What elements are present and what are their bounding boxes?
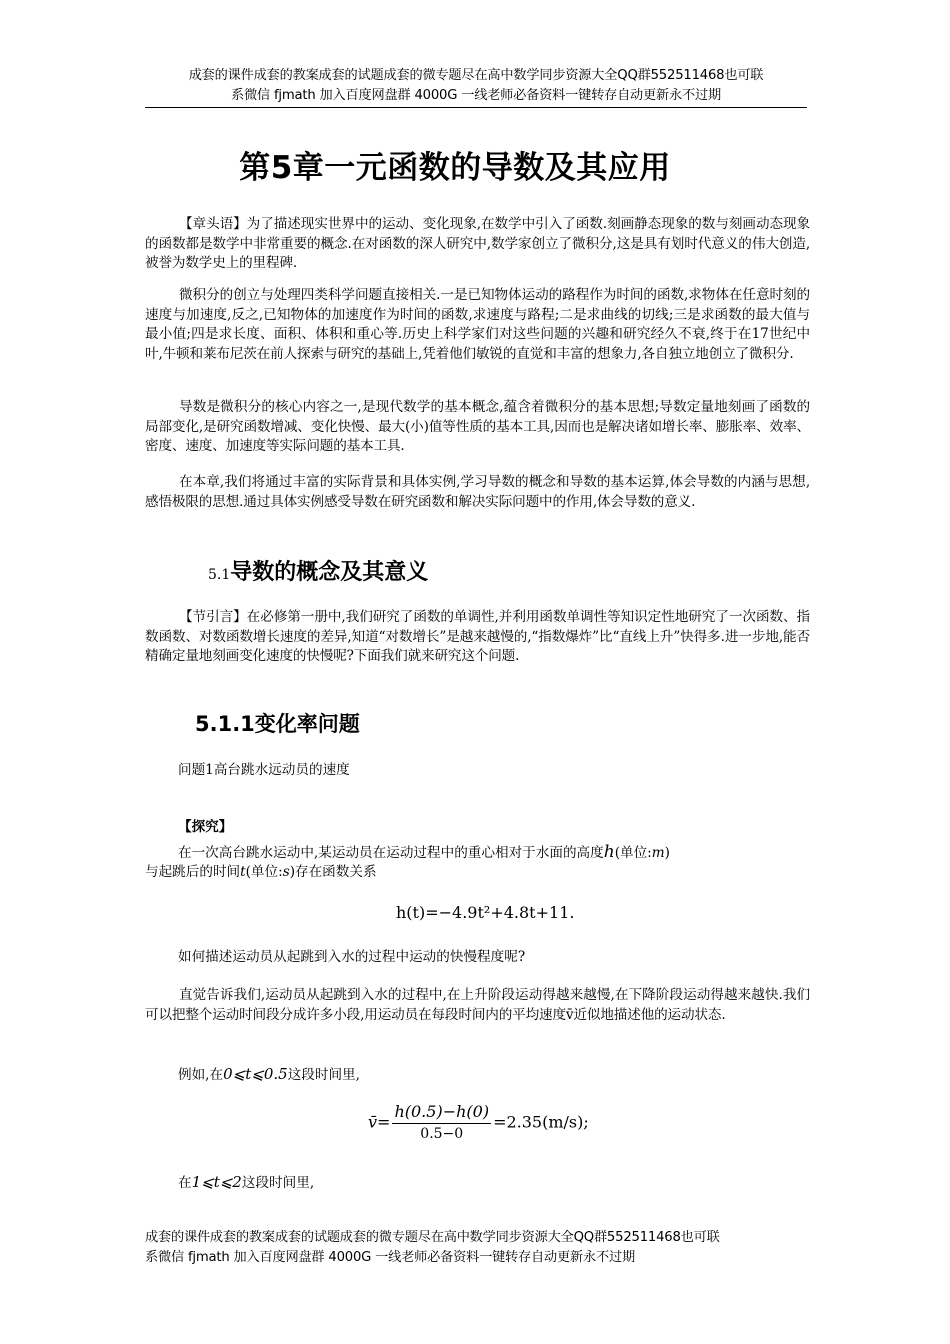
header-line-1: 成套的课件成套的教案成套的试题成套的微专题尽在高中数学同步资源大全QQ群552511468也可联 — [188, 68, 764, 83]
problem-statement: 问题1高台跳水远动员的速度 — [178, 762, 350, 778]
explore-text-line-1 — [178, 843, 670, 864]
formula2-lhs: v̄= — [368, 1112, 391, 1132]
close-paren: ) — [664, 845, 670, 861]
chapter-title: 第5章一元函数的导数及其应用 — [239, 150, 671, 186]
unit-second: s — [282, 864, 290, 880]
header-line-2: 系微信 fjmath 加入百度网盘群 4000G 一线老师必备资料一键转存自动更新永不过期 — [231, 88, 721, 103]
example-line — [178, 1065, 360, 1086]
subsection-heading: 5.1.1变化率问题 — [195, 712, 360, 736]
question-text: 如何描述运动员从起跳到入水的过程中运动的快慢程度呢? — [178, 949, 526, 965]
chapter-intro-paragraph-3: 导数是微积分的核心内容之一,是现代数学的基本概念,蕴含着微积分的基本思想;导数定量地刻画了函数的局部变化,是研究函数增减、变化快慢、最大(小)值等性质的基本工具,因而也是解决诸如增长率、膨胀率、效率、密度、速度、加速度等实际问题的基本工具. — [145, 399, 810, 454]
next-suffix: 这段时间里, — [241, 1175, 315, 1191]
explore-line2-c: )存在函数关系 — [289, 864, 377, 880]
footer-line-1: 成套的课件成套的教案成套的试题成套的微专题尽在高中数学同步资源大全QQ群552511468也可联 — [145, 1230, 720, 1245]
section-title: 导数的概念及其意义 — [230, 560, 429, 585]
formula2-rhs: =2.35(m/s); — [493, 1112, 589, 1132]
next-interval-line — [178, 1173, 314, 1194]
footer-line-2: 系微信 fjmath 加入百度网盘群 4000G 一线老师必备资料一键转存自动更新永不过期 — [145, 1250, 635, 1265]
formula2-fraction — [392, 1102, 491, 1142]
unit-meter: m — [651, 845, 665, 861]
header-divider — [145, 107, 807, 108]
explore-text-line-2 — [145, 863, 377, 883]
variable-h: h — [603, 842, 615, 862]
section-number: 5.1 — [208, 567, 231, 583]
explore-line2-b: (单位: — [245, 864, 283, 880]
variable-t: t — [240, 864, 246, 880]
page-footer — [145, 1228, 807, 1268]
formula2-numerator: h(0.5)−h(0) — [392, 1102, 491, 1124]
example-suffix: 这段时间里, — [287, 1067, 360, 1083]
formula2-denominator: 0.5−0 — [420, 1126, 464, 1142]
next-prefix: 在 — [178, 1175, 192, 1191]
explore-unit-h-prefix: (单位: — [614, 845, 652, 861]
explore-text: 在一次高台跳水运动中,某运动员在运动过程中的重心相对于水面的高度 — [178, 845, 604, 861]
chapter-intro-paragraph-1: 【章头语】为了描述现实世界中的运动、变化现象,在数学中引入了函数.刻画静态现象的数与刻画动态现象的函数都是数学中非常重要的概念.在对函数的深人研究中,数学家创立了微积分,这是具有划时代意义的伟大创造,被誉为数学史上的里程碑. — [145, 216, 810, 271]
chapter-intro-paragraph-2: 微积分的创立与处理四类科学问题直接相关.一是已知物体运动的路程作为时间的函数,求物体在任意时刻的速度与加速度,反之,已知物体的加速度作为时间的函数,求速度与路程;二是求曲线的切线;三是求函数的最大值与最小值;四是求长度、面积、体积和重心等.历史上科学家们对这些问题的兴趣和研究经久不衰,终于在17世纪中叶,牛顿和莱布尼茨在前人探索与研究的基础上,凭着他们敏锐的直觉和丰富的想象力,各自独立地创立了微积分. — [145, 287, 810, 362]
explore-label: 【探究】 — [178, 819, 233, 835]
example-range: 0⩽t⩽0.5 — [223, 1065, 288, 1083]
page-header — [145, 66, 807, 106]
explore-line2-a: 与起跳后的时间 — [145, 864, 241, 880]
next-range: 1⩽t⩽2 — [191, 1173, 242, 1191]
chapter-intro-paragraph-4: 在本章,我们将通过丰富的实际背景和具体实例,学习导数的概念和导数的基本运算,体会导数的内涵与思想,感悟极限的思想.通过具体实例感受导数在研究函数和解决实际问题中的作用,体会导数的意义. — [145, 474, 810, 510]
example-prefix: 例如,在 — [178, 1067, 224, 1083]
height-function-formula: h(t)=−4.9t²+4.8t+11. — [396, 903, 575, 922]
section-heading — [208, 556, 428, 592]
section-intro-paragraph: 【节引言】在必修第一册中,我们研究了函数的单调性,并利用函数单调性等知识定性地研究了一次函数、指数函数、对数函数增长速度的差异,知道“对数增长”是越来越慢的,“指数爆炸”比“直线上升”快得多.进一步地,能否精确定量地刻画变化速度的快慢呢?下面我们就来研究这个问题. — [145, 609, 810, 664]
average-velocity-formula — [368, 1102, 589, 1142]
intuition-paragraph: 直觉告诉我们,运动员从起跳到入水的过程中,在上升阶段运动得越来越慢,在下降阶段运动得越来越快.我们可以把整个运动时间段分成许多小段,用运动员在每段时间内的平均速度v̄近似地描述他的运动状态. — [145, 987, 810, 1023]
